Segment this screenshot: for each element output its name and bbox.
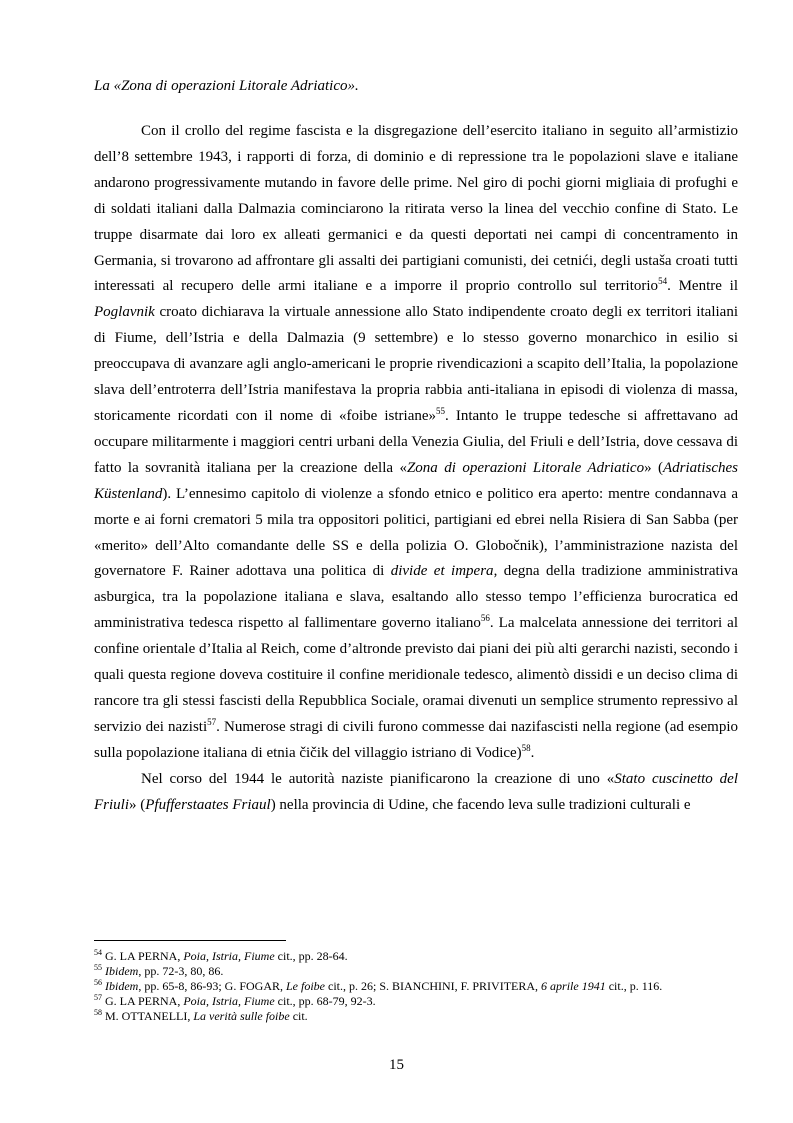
footnote-ref-57[interactable]: 57 — [207, 716, 217, 727]
footnote-ref-54[interactable]: 54 — [658, 276, 668, 287]
text-run: . Mentre il — [667, 278, 738, 295]
text-run: M. OTTANELLI, — [105, 1008, 194, 1023]
text-run: cit., pp. 28-64. — [274, 949, 348, 963]
footnote-58 — [94, 1009, 754, 1024]
footnote-57 — [94, 994, 754, 1009]
paragraph-1 — [94, 119, 738, 767]
italic-run: Poglavnik — [94, 304, 155, 321]
footnotes — [94, 949, 754, 1024]
italic-run: Pfufferstaates Friaul — [145, 796, 271, 813]
page-body — [94, 73, 738, 818]
text-run: . Numerose stragi di civili furono commesse dai nazifascisti nella regione (ad esempio sulla popolazione italiana di etnia čičik del villaggio istriano di Vodice) — [94, 718, 738, 761]
italic-run: divide et impera — [390, 563, 494, 580]
footnote-56 — [94, 979, 754, 994]
text-run: ). L’ennesimo capitolo di violenze a sfondo etnico e politico era aperto: mentre condannava a morte e ai forni crematori 5 mila tra oppositori politici, partigiani ed ebrei nella Risiera di San Sabba (per «merito» dell’Alto comandante delle SS e della polizia O. Globočnik), l’amministrazione nazista del governatore F. Rainer adottava una politica di — [94, 485, 738, 580]
text-run: Nel corso del 1944 le autorità naziste pianificarono la creazione di uno « — [141, 770, 615, 787]
page-number: 15 — [389, 1057, 404, 1073]
text-run: croato dichiarava la virtuale annessione allo Stato indipendente croato degli ex territori italiani di Fiume, dell’Istria e della Dalmazia (9 settembre) e lo stesso governo monarchico in esilio si preoccupava di avanzare agli anglo-americani le proprie rivendicazioni a scapito dell’Italia, la popolazione slava dell’entroterra dell’Istria manifestava la propria rabbia anti-italiana in episodi di violenza di massa, storicamente ricordati con il nome di «foibe istriane» — [94, 304, 738, 424]
text-run: cit., p. 26; S. BIANCHINI, F. PRIVITERA, — [325, 978, 542, 993]
footnote-55 — [94, 964, 754, 979]
footnote-number: 57 — [94, 992, 102, 1002]
italic-run: Ibidem — [105, 978, 139, 993]
footnote-number: 54 — [94, 948, 102, 957]
italic-run: Poia, Istria, Fiume — [183, 993, 275, 1008]
footnote-number: 56 — [94, 977, 102, 987]
text-run: » ( — [644, 459, 664, 476]
footnote-number: 58 — [94, 1007, 102, 1017]
text-run: . Intanto le truppe tedesche si affrettavano ad occupare militarmente i maggiori centri urbani della Venezia Giulia, del Friuli e dell’Istria, dove cessava di fatto la sovranità italiana per la creazione della « — [94, 407, 738, 476]
section-heading: La «Zona di operazioni Litorale Adriatico». — [94, 78, 359, 94]
italic-run: Stato cuscinetto del Friuli — [94, 770, 738, 813]
text-run: » ( — [129, 796, 146, 813]
text-run: cit., p. 116. — [605, 978, 663, 993]
text-run: . La malcelata annessione dei territori al confine orientale d’Italia al Reich, come d’altronde previsto dai piani dei più alti gerarchi nazisti, secondo i quali questa regione doveva costituire il confine meridionale tedesco, alimentò dissidi e un deciso clima di rancore tra gli stessi fascisti della Repubblica Sociale, oramai divenuti un semplice strumento repressivo al servizio dei nazisti — [94, 615, 738, 735]
text-run: , pp. 65-8, 86-93; G. FOGAR, — [138, 978, 286, 993]
paragraph-2 — [94, 767, 738, 819]
text-run: ) nella provincia di Udine, che facendo leva sulle tradizioni culturali e — [270, 796, 691, 813]
footnote-separator — [94, 940, 286, 941]
italic-run: Ibidem — [105, 963, 139, 978]
text-run: cit. — [289, 1008, 308, 1023]
text-run: G. LA PERNA, — [105, 949, 184, 963]
text-run: G. LA PERNA, — [105, 993, 184, 1008]
italic-run: Poia, Istria, Fiume — [183, 949, 275, 963]
footnote-number: 55 — [94, 962, 102, 972]
italic-run: Zona di operazioni Litorale Adriatico — [406, 459, 645, 476]
italic-run: Adriatisches Küstenland — [94, 459, 739, 502]
text-run: cit., pp. 68-79, 92-3. — [274, 993, 376, 1008]
text-run: . — [530, 744, 535, 761]
footnote-ref-55[interactable]: 55 — [436, 405, 446, 416]
text-run: Con il crollo del regime fascista e la disgregazione dell’esercito italiano in seguito all’armistizio dell’8 settembre 1943, i rapporti di forza, di dominio e di repressione tra le popolazioni slave e italiane andarono progressivamente mutando in favore delle prime. Nel giro di pochi giorni migliaia di profughi e di soldati italiani dalla Dalmazia cominciarono la ritirata verso la linea del vecchio confine di Stato. Le truppe disarmate dai loro ex alleati germanici e da questi deportati nei campi di concentramento in Germania, si trovarono ad affrontare gli assalti dei partigiani comunisti, dei cetnići, degli ustaša croati tutti interessati al recupero delle armi italiane e a imporre il proprio controllo sul territorio — [94, 123, 738, 295]
italic-run: 6 aprile 1941 — [541, 978, 606, 993]
text-run: , pp. 72-3, 80, 86. — [138, 963, 224, 978]
italic-run: La verità sulle foibe — [193, 1008, 290, 1023]
footnote-54 — [94, 949, 754, 964]
text-run: , degna della tradizione amministrativa asburgica, tra la popolazione italiana e slava, esaltando allo stesso tempo l’efficienza burocratica ed amministrativa tedesca rispetto al fallimentare governo italiano — [94, 563, 738, 632]
footnote-ref-56[interactable]: 56 — [480, 613, 490, 624]
italic-run: Le foibe — [286, 978, 325, 993]
footnote-ref-58[interactable]: 58 — [521, 742, 531, 753]
